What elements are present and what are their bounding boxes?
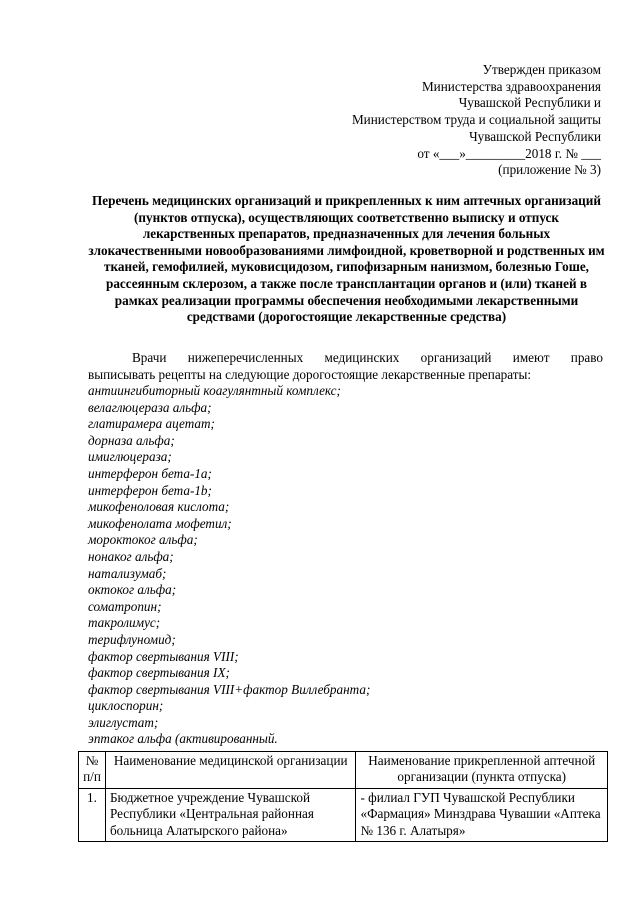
approval-line: Чувашской Республики <box>469 128 601 144</box>
drug-item: велаглюцераза альфа; <box>88 399 212 415</box>
drug-item: терифлуномид; <box>88 631 176 647</box>
drug-item: элиглустат; <box>88 714 159 730</box>
drug-item: интерферон бета-1b; <box>88 482 212 498</box>
row-organization: Бюджетное учреждение Чувашской Республики «Центральная районная больница Алатырского района» <box>105 788 356 841</box>
drug-item: нонаког альфа; <box>88 548 174 564</box>
document-title: Перечень медицинских организаций и прикрепленных к ним аптечных организаций (пунктов отпуска), осуществляющих соответственно выписку и отпуск лекарственных препаратов, предназначенных для лечения больных злокачественными новообразованиями лимфоидной, кроветворной и родственных им тканей, гемофилией, муковисцидозом, гипофизарным нанизмом, болезнью Гоше, рассеянным склерозом, а также после трансплантации органов и (или) тканей в рамках реализации программы обеспечения необходимыми лекарственными средствами (дорогостоящие лекарственные средства) <box>88 193 605 325</box>
intro-paragraph <box>88 350 603 383</box>
approval-line: (приложение № 3) <box>498 162 601 178</box>
drug-item: мороктоког альфа; <box>88 532 198 548</box>
approval-line: Министерства здравоохранения <box>421 78 601 94</box>
drug-item: натализумаб; <box>88 565 167 581</box>
row-pharmacy: - филиал ГУП Чувашской Республики «Фармация» Минздрава Чувашии «Аптека № 136 г. Алатыря» <box>356 788 608 841</box>
approval-line: Утвержден приказом <box>482 62 601 77</box>
approval-stamp <box>352 62 601 179</box>
drug-item: глатирамера ацетат; <box>88 416 215 432</box>
drug-item: антиингибиторный коагулянтный комплекс; <box>88 383 341 398</box>
drug-item: интерферон бета-1а; <box>88 465 212 481</box>
drug-item: микофеноловая кислота; <box>88 499 230 515</box>
row-num: 1. <box>79 788 106 841</box>
drug-item: соматропин; <box>88 598 162 614</box>
drug-item: циклоспорин; <box>88 698 164 714</box>
approval-line: Чувашской Республики и <box>458 95 601 111</box>
intro-line: выписывать рецепты на следующие дорогостоящие лекарственные препараты: <box>88 366 532 382</box>
table-header-row <box>79 752 608 789</box>
header-pharmacy: Наименование прикрепленной аптечной организации (пункта отпуска) <box>356 752 608 789</box>
drug-item: фактор свертывания VIII+фактор Виллебранта; <box>88 681 371 697</box>
drug-item: такролимус; <box>88 615 161 631</box>
drug-item: дорназа альфа; <box>88 432 175 448</box>
drug-list <box>88 383 370 748</box>
table-row <box>79 788 608 841</box>
drug-item: фактор свертывания VIII; <box>88 648 239 664</box>
drug-item: фактор свертывания IX; <box>88 665 230 681</box>
approval-line: Министерством труда и социальной защиты <box>351 112 601 128</box>
header-organization: Наименование медицинской организации <box>105 752 356 789</box>
approval-line: от «___»_________2018 г. № ___ <box>417 145 601 161</box>
drug-item: эптаког альфа (активированный. <box>88 731 278 747</box>
organizations-table <box>78 751 608 842</box>
drug-item: октоког альфа; <box>88 582 177 598</box>
intro-line: Врачи нижеперечисленных медицинских организаций имеют право <box>132 350 603 365</box>
drug-item: микофенолата мофетил; <box>88 515 232 531</box>
drug-item: имиглюцераза; <box>88 449 172 465</box>
header-num: № п/п <box>79 752 106 789</box>
